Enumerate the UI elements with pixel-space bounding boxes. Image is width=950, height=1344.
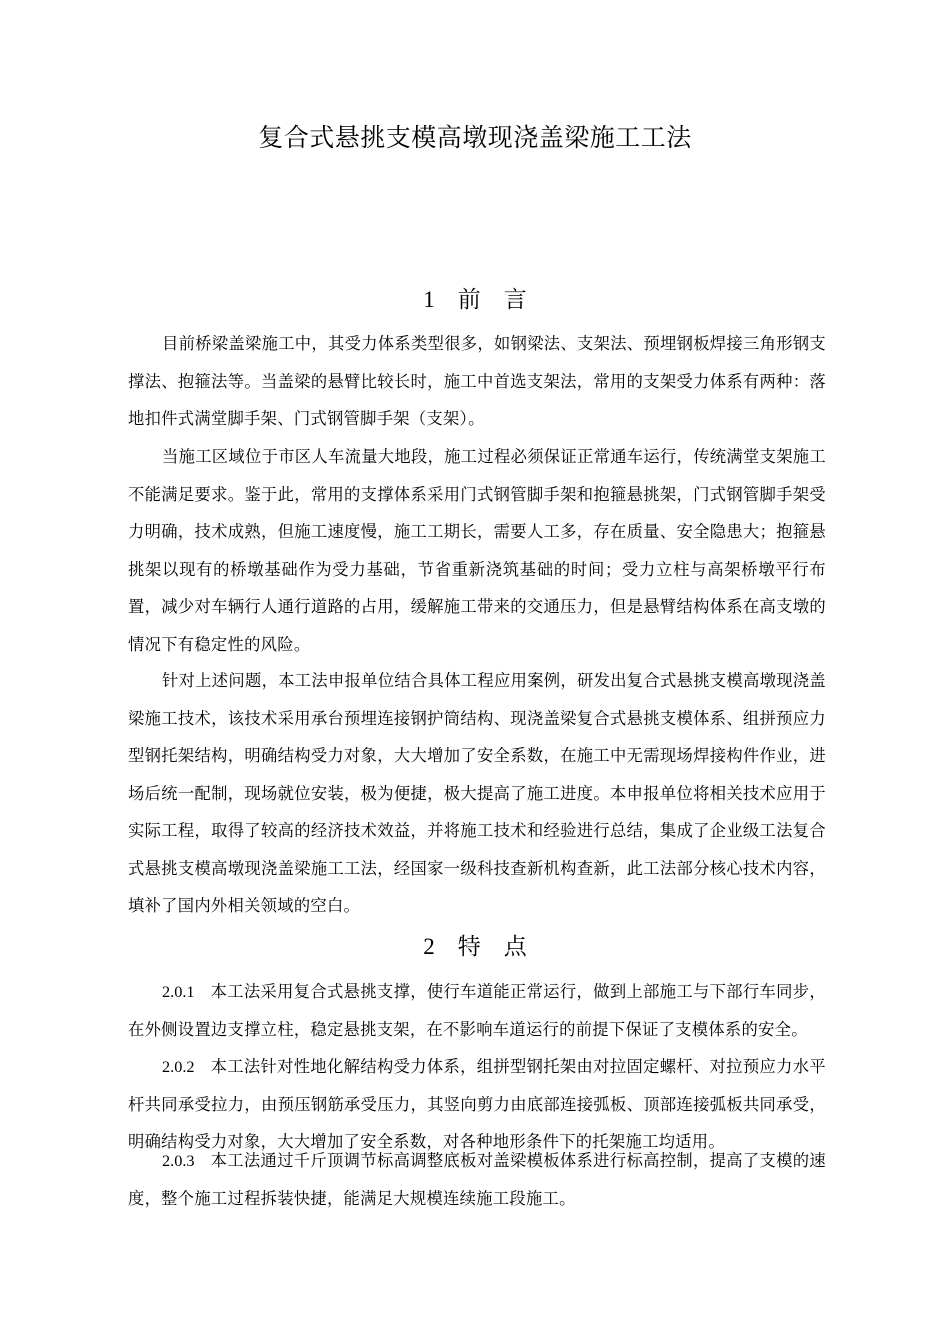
clause-number: 2.0.1 <box>162 982 195 1001</box>
section-heading-preface <box>0 282 950 318</box>
clause-paragraph <box>128 1142 826 1217</box>
clause-text: 本工法采用复合式悬挑支撑，使行车道能正常运行，做到上部施工与下部行车同步，在外侧设置边支撑立柱，稳定悬挑支架，在不影响车道运行的前提下保证了支模体系的安全。 <box>128 982 826 1039</box>
section-heading-features <box>0 929 950 965</box>
body-paragraph: 当施工区域位于市区人车流量大地段，施工过程必须保证正常通车运行，传统满堂支架施工不能满足要求。鉴于此，常用的支撑体系采用门式钢管脚手架和抱箍悬挑架，门式钢管脚手架受力明确，技术成熟，但施工速度慢，施工工期长，需要人工多，存在质量、安全隐患大；抱箍悬挑架以现有的桥墩基础作为受力基础，节省重新浇筑基础的时间；受力立柱与高架桥墩平行布置，减少对车辆行人通行道路的占用，缓解施工带来的交通压力，但是悬臂结构体系在高支墩的情况下有稳定性的风险。 <box>128 447 826 654</box>
document-title: 复合式悬挑支模高墩现浇盖梁施工工法 <box>258 123 692 152</box>
body-paragraph: 目前桥梁盖梁施工中，其受力体系类型很多，如钢梁法、支架法、预埋钢板焊接三角形钢支撑法、抱箍法等。当盖梁的悬臂比较长时，施工中首选支架法，常用的支架受力体系有两种：落地扣件式满堂脚手架、门式钢管脚手架（支架）。 <box>128 334 826 428</box>
clause-paragraph <box>128 973 826 1048</box>
section-title: 前 言 <box>457 287 527 313</box>
section-number: 1 <box>423 287 435 312</box>
clause-number: 2.0.3 <box>162 1151 195 1170</box>
section-number: 2 <box>423 934 435 959</box>
clause-text: 本工法针对性地化解结构受力体系，组拼型钢托架由对拉固定螺杆、对拉预应力水平杆共同承受拉力，由预压钢筋承受压力，其竖向剪力由底部连接弧板、顶部连接弧板共同承受，明确结构受力对象，大大增加了安全系数，对各种地形条件下的托架施工均适用。 <box>128 1057 826 1151</box>
body-paragraph: 针对上述问题，本工法申报单位结合具体工程应用案例，研发出复合式悬挑支模高墩现浇盖梁施工技术，该技术采用承台预埋连接钢护筒结构、现浇盖梁复合式悬挑支模体系、组拼预应力型钢托架结构，明确结构受力对象，大大增加了安全系数，在施工中无需现场焊接构件作业，进场后统一配制，现场就位安装，极为便捷，极大提高了施工进度。本申报单位将相关技术应用于实际工程，取得了较高的经济技术效益，并将施工技术和经验进行总结，集成了企业级工法复合式悬挑支模高墩现浇盖梁施工工法，经国家一级科技查新机构查新，此工法部分核心技术内容，填补了国内外相关领域的空白。 <box>128 671 826 915</box>
clause-text: 本工法通过千斤顶调节标高调整底板对盖梁模板体系进行标高控制，提高了支模的速度，整个施工过程拆装快捷，能满足大规模连续施工段施工。 <box>128 1151 826 1208</box>
section-title: 特 点 <box>457 934 527 960</box>
clause-number: 2.0.2 <box>162 1057 195 1076</box>
